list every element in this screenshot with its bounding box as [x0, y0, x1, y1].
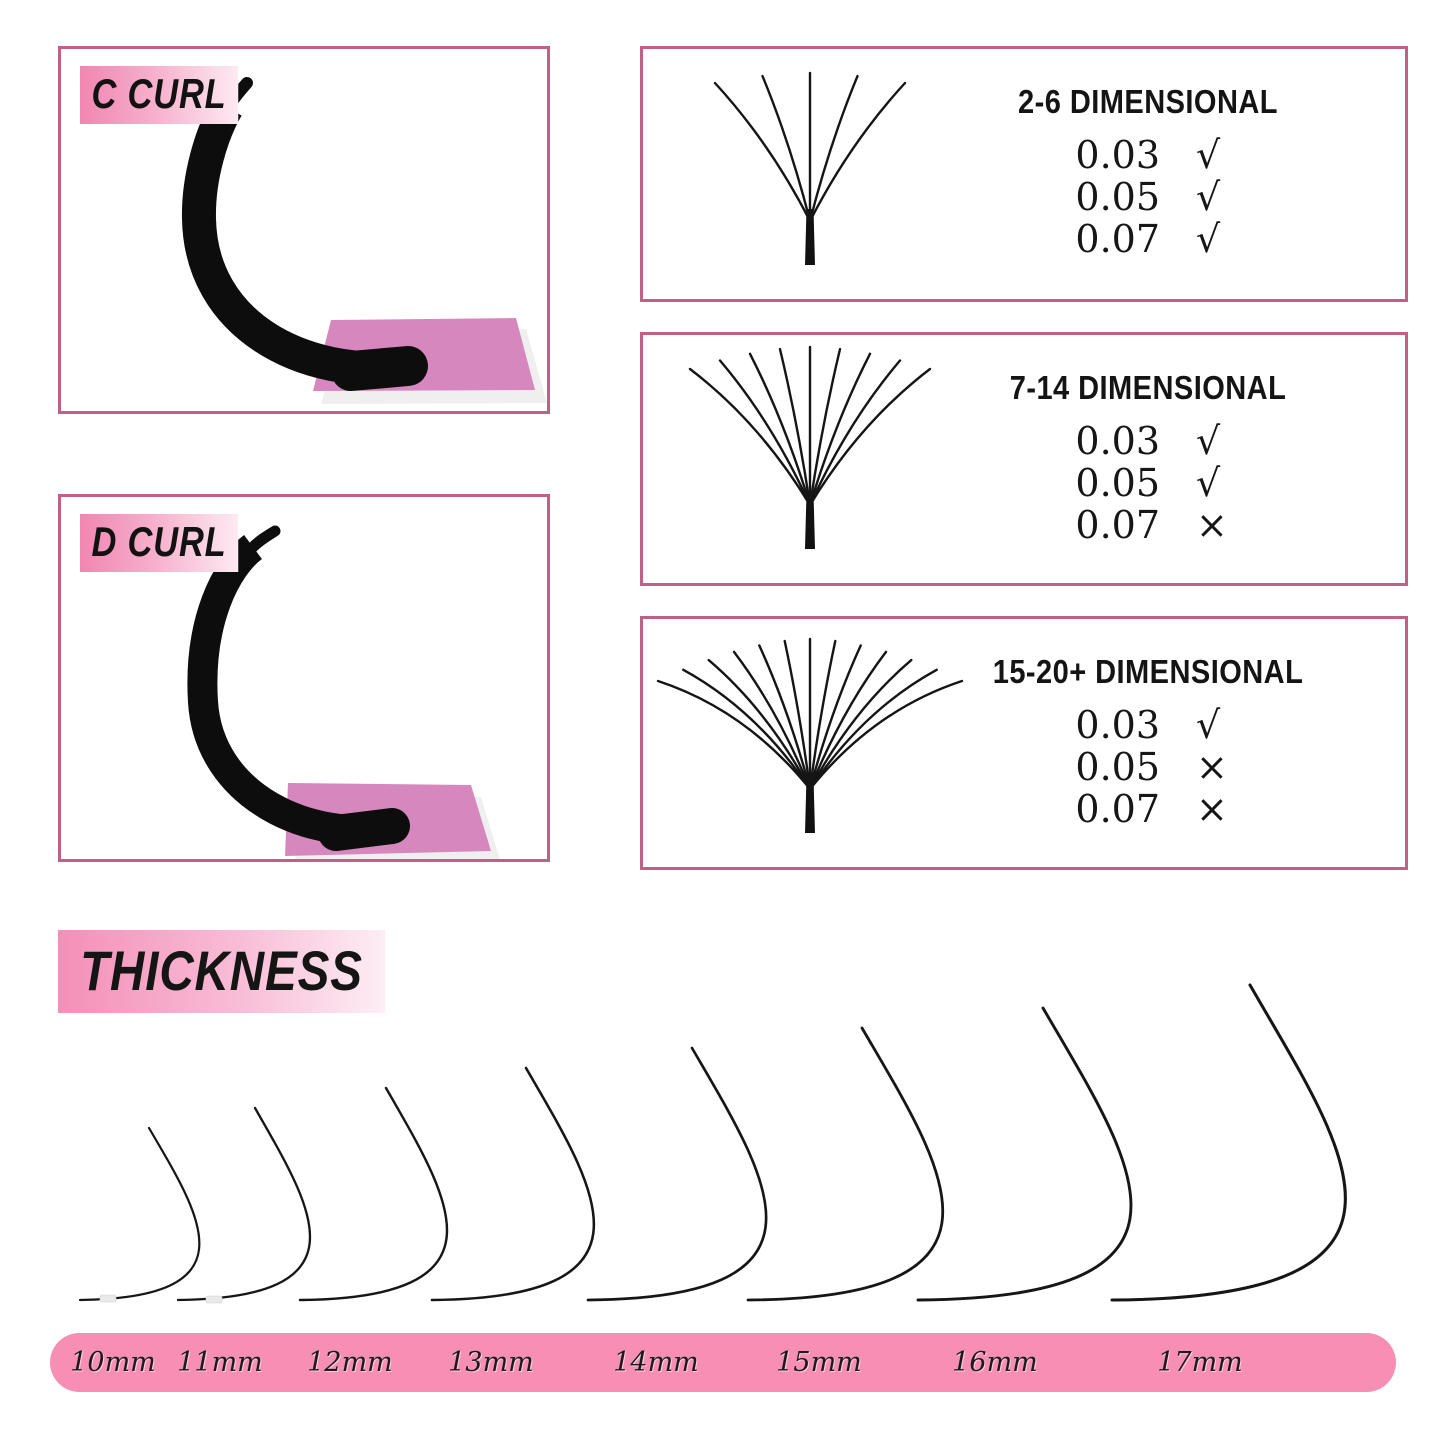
spec-row — [933, 787, 1363, 829]
dimensional-title: 7-14 DIMENSIONAL — [1009, 369, 1287, 406]
dimensional-title: 15-20+ DIMENSIONAL — [992, 653, 1304, 690]
c-curl-label: C CURL — [80, 66, 238, 124]
spec-row — [933, 461, 1363, 503]
length-label: 17mm — [1157, 1347, 1243, 1378]
check-mark: √ — [1196, 419, 1221, 463]
length-label: 11mm — [177, 1347, 263, 1378]
cross-mark: × — [1196, 787, 1228, 831]
length-label: 15mm — [776, 1347, 862, 1378]
length-label: 16mm — [952, 1347, 1038, 1378]
check-mark: √ — [1196, 175, 1221, 219]
cross-mark: × — [1196, 503, 1228, 547]
dimensional-box-7-14 — [640, 332, 1408, 586]
thickness-value: 0.03 — [1075, 703, 1160, 747]
spec-row — [933, 503, 1363, 545]
dimensional-box-2-6 — [640, 46, 1408, 302]
length-label: 13mm — [448, 1347, 534, 1378]
spec-row — [933, 419, 1363, 461]
d-curl-label: D CURL — [80, 514, 238, 572]
spec-row — [933, 745, 1363, 787]
length-label: 12mm — [307, 1347, 393, 1378]
thickness-value: 0.05 — [1075, 745, 1160, 789]
spec-rows — [933, 703, 1363, 829]
dimensional-box-15-20 — [640, 616, 1408, 870]
spec-row — [933, 703, 1363, 745]
dimensional-title: 2-6 DIMENSIONAL — [1018, 83, 1278, 120]
cross-mark: × — [1196, 745, 1228, 789]
thickness-value: 0.05 — [1075, 461, 1160, 505]
check-mark: √ — [1196, 133, 1221, 177]
spec-row — [933, 133, 1363, 175]
thickness-value: 0.03 — [1075, 133, 1160, 177]
d-curl-box — [58, 494, 550, 862]
thickness-value: 0.07 — [1075, 217, 1160, 261]
length-label: 14mm — [613, 1347, 699, 1378]
thickness-value: 0.03 — [1075, 419, 1160, 463]
check-mark: √ — [1196, 217, 1221, 261]
spec-rows — [933, 419, 1363, 545]
thickness-value: 0.07 — [1075, 503, 1160, 547]
spec-row — [933, 217, 1363, 259]
check-mark: √ — [1196, 703, 1221, 747]
spec-row — [933, 175, 1363, 217]
length-label: 10mm — [70, 1347, 156, 1378]
spec-rows — [933, 133, 1363, 259]
check-mark: √ — [1196, 461, 1221, 505]
thickness-value: 0.05 — [1075, 175, 1160, 219]
c-curl-box — [58, 46, 550, 414]
length-bar — [50, 1333, 1396, 1392]
thickness-value: 0.07 — [1075, 787, 1160, 831]
thickness-heading: THICKNESS — [58, 930, 385, 1013]
